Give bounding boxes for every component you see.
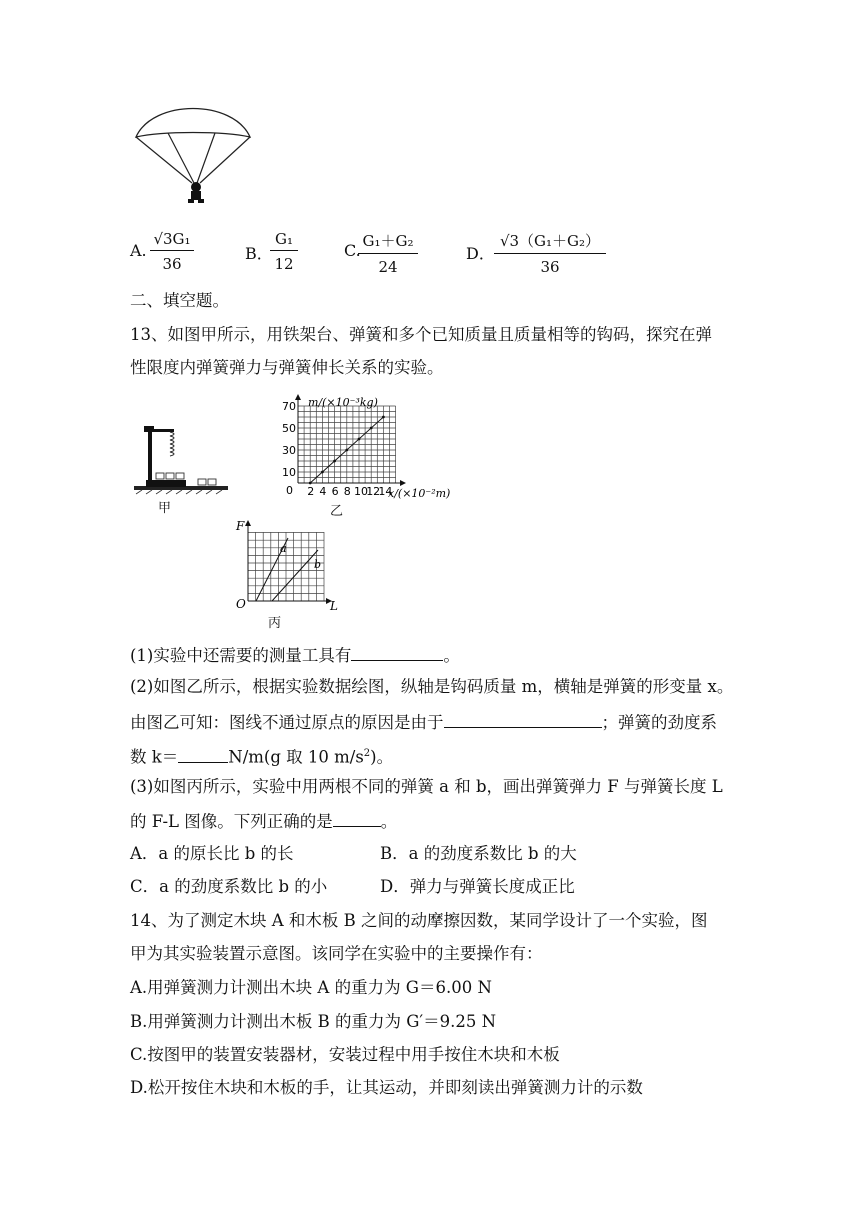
option-d-letter: D． [466,244,495,263]
q13-part3-blank [333,810,381,827]
option-c-denominator: 24 [378,258,398,276]
q13-part2-line2-a: 由图乙可知：图线不通过原点的原因是由于 [130,713,444,732]
option-b-letter: B． [245,244,273,263]
yi-grid [298,406,396,483]
q13-part1-text: (1)实验中还需要的测量工具有 [130,646,352,665]
yi-x-tick-label: 8 [343,485,351,498]
q13-part2-blank2 [178,746,228,763]
bing-x-label: L [330,599,338,610]
q14-step-b: B.用弹簧测力计测出木板 B 的重力为 G′＝9.25 N [130,1012,497,1031]
q13-part2-line1: (2)如图乙所示，根据实验数据绘图，纵轴是钩码质量 m，横轴是弹簧的形变量 x。 [130,677,734,696]
q13-option-a: A．a 的原长比 b 的长 [130,844,294,863]
yi-x-tick-label: 2 [307,485,315,498]
q13-part2-line3-a: 数 k＝ [130,747,179,767]
option-c-numerator: G₁＋G₂ [358,230,418,254]
yi-data-point [358,438,361,441]
bing-label-b: b [314,558,322,571]
q14-step-d: D.松开按住木块和木板的手，让其运动，并即刻读出弹簧测力计的示数 [130,1078,643,1097]
figure-bing-caption: 丙 [268,616,282,631]
bing-origin-label: O [236,597,246,610]
q13-part2-line2 [130,711,717,733]
yi-origin-label: 0 [286,484,293,497]
bing-label-a: a [280,542,287,555]
yi-data-point [382,416,385,419]
yi-data-point [345,449,348,452]
bing-y-label: F [236,519,245,533]
yi-x-tick-label: 10 [354,485,368,498]
yi-x-tick-label: 4 [319,485,327,498]
q13-part3-line2-b: 。 [380,812,398,831]
q13-stem-line2: 性限度内弹簧弹力与弹簧伸长关系的实验。 [130,358,444,377]
yi-x-tick-label: 12 [366,485,381,498]
yi-y-tick-label: 70 [282,400,296,413]
yi-y-tick-label: 30 [282,444,296,457]
option-a-denominator: 36 [162,255,182,273]
yi-data-point [309,482,312,485]
q14-step-c: C.按图甲的装置安装器材，安装过程中用手按住木块和木板 [130,1045,560,1064]
yi-y-label: m/(×10⁻³kg) [308,396,378,409]
option-d-numerator: √3（G₁＋G₂） [494,230,606,254]
figure-bing-chart [232,518,342,610]
yi-x-arrow [400,480,406,486]
q13-part2-line2-b: ；弹簧的劲度系 [601,713,717,732]
q13-part2-line3-sup: 2 [363,748,371,759]
bing-y-arrow [245,520,251,526]
yi-data-point [333,460,336,463]
q13-part1-blank [351,644,443,661]
option-d-denominator: 36 [540,258,560,276]
yi-x-label: x/(×10⁻²m) [388,487,451,500]
q13-part3-line2 [130,810,397,832]
option-a-numerator: √3G₁ [150,230,194,251]
option-b-denominator: 12 [274,255,294,273]
yi-data-point [370,427,373,430]
option-d-fraction [494,230,606,276]
option-c-letter: C. [344,241,361,260]
q13-option-b: B．a 的劲度系数比 b 的大 [380,844,577,863]
yi-data-point [321,471,324,474]
q13-option-c: C．a 的劲度系数比 b 的小 [130,877,328,896]
yi-x-tick-label: 14 [378,485,393,498]
q13-stem-line1: 13、如图甲所示，用铁架台、弹簧和多个已知质量且质量相等的钩码，探究在弹 [130,325,712,344]
option-b-fraction [270,230,298,273]
option-a-letter: A. [130,241,147,260]
q13-part2-line3-b: N/m(g 取 10 m/s [228,747,364,767]
q13-part2-line3 [130,744,393,768]
parachute-figure [128,105,258,210]
q13-part2-blank1 [444,711,602,728]
option-b-numerator: G₁ [270,230,298,251]
option-c-fraction [358,230,418,276]
option-a-fraction [150,230,194,273]
q13-part1 [130,644,460,666]
q14-line1: 14、为了测定木块 A 和木板 B 之间的动摩擦因数，某同学设计了一个实验，图 [130,911,708,930]
figure-yi-caption: 乙 [330,504,344,519]
yi-x-tick-label: 6 [331,485,339,498]
q13-option-d: D．弹力与弹簧长度成正比 [380,877,575,896]
figure-jia-apparatus [132,420,232,500]
yi-y-tick-label: 50 [282,422,296,435]
q13-part3-line2-a: 的 F-L 图像。下列正确的是 [130,812,333,831]
q13-part2-line3-c: )。 [370,747,394,767]
q13-part3-line1: (3)如图丙所示，实验中用两根不同的弹簧 a 和 b，画出弹簧弹力 F 与弹簧长度 L [130,777,723,796]
section-heading: 二、填空题。 [130,291,229,310]
q14-line2: 甲为其实验装置示意图。该同学在实验中的主要操作有： [130,944,543,963]
figure-yi-chart [272,394,452,502]
q13-part1-end: 。 [443,646,460,665]
yi-y-tick-label: 10 [282,466,296,479]
figure-jia-caption: 甲 [158,501,172,516]
q14-step-a: A.用弹簧测力计测出木块 A 的重力为 G＝6.00 N [130,978,492,997]
